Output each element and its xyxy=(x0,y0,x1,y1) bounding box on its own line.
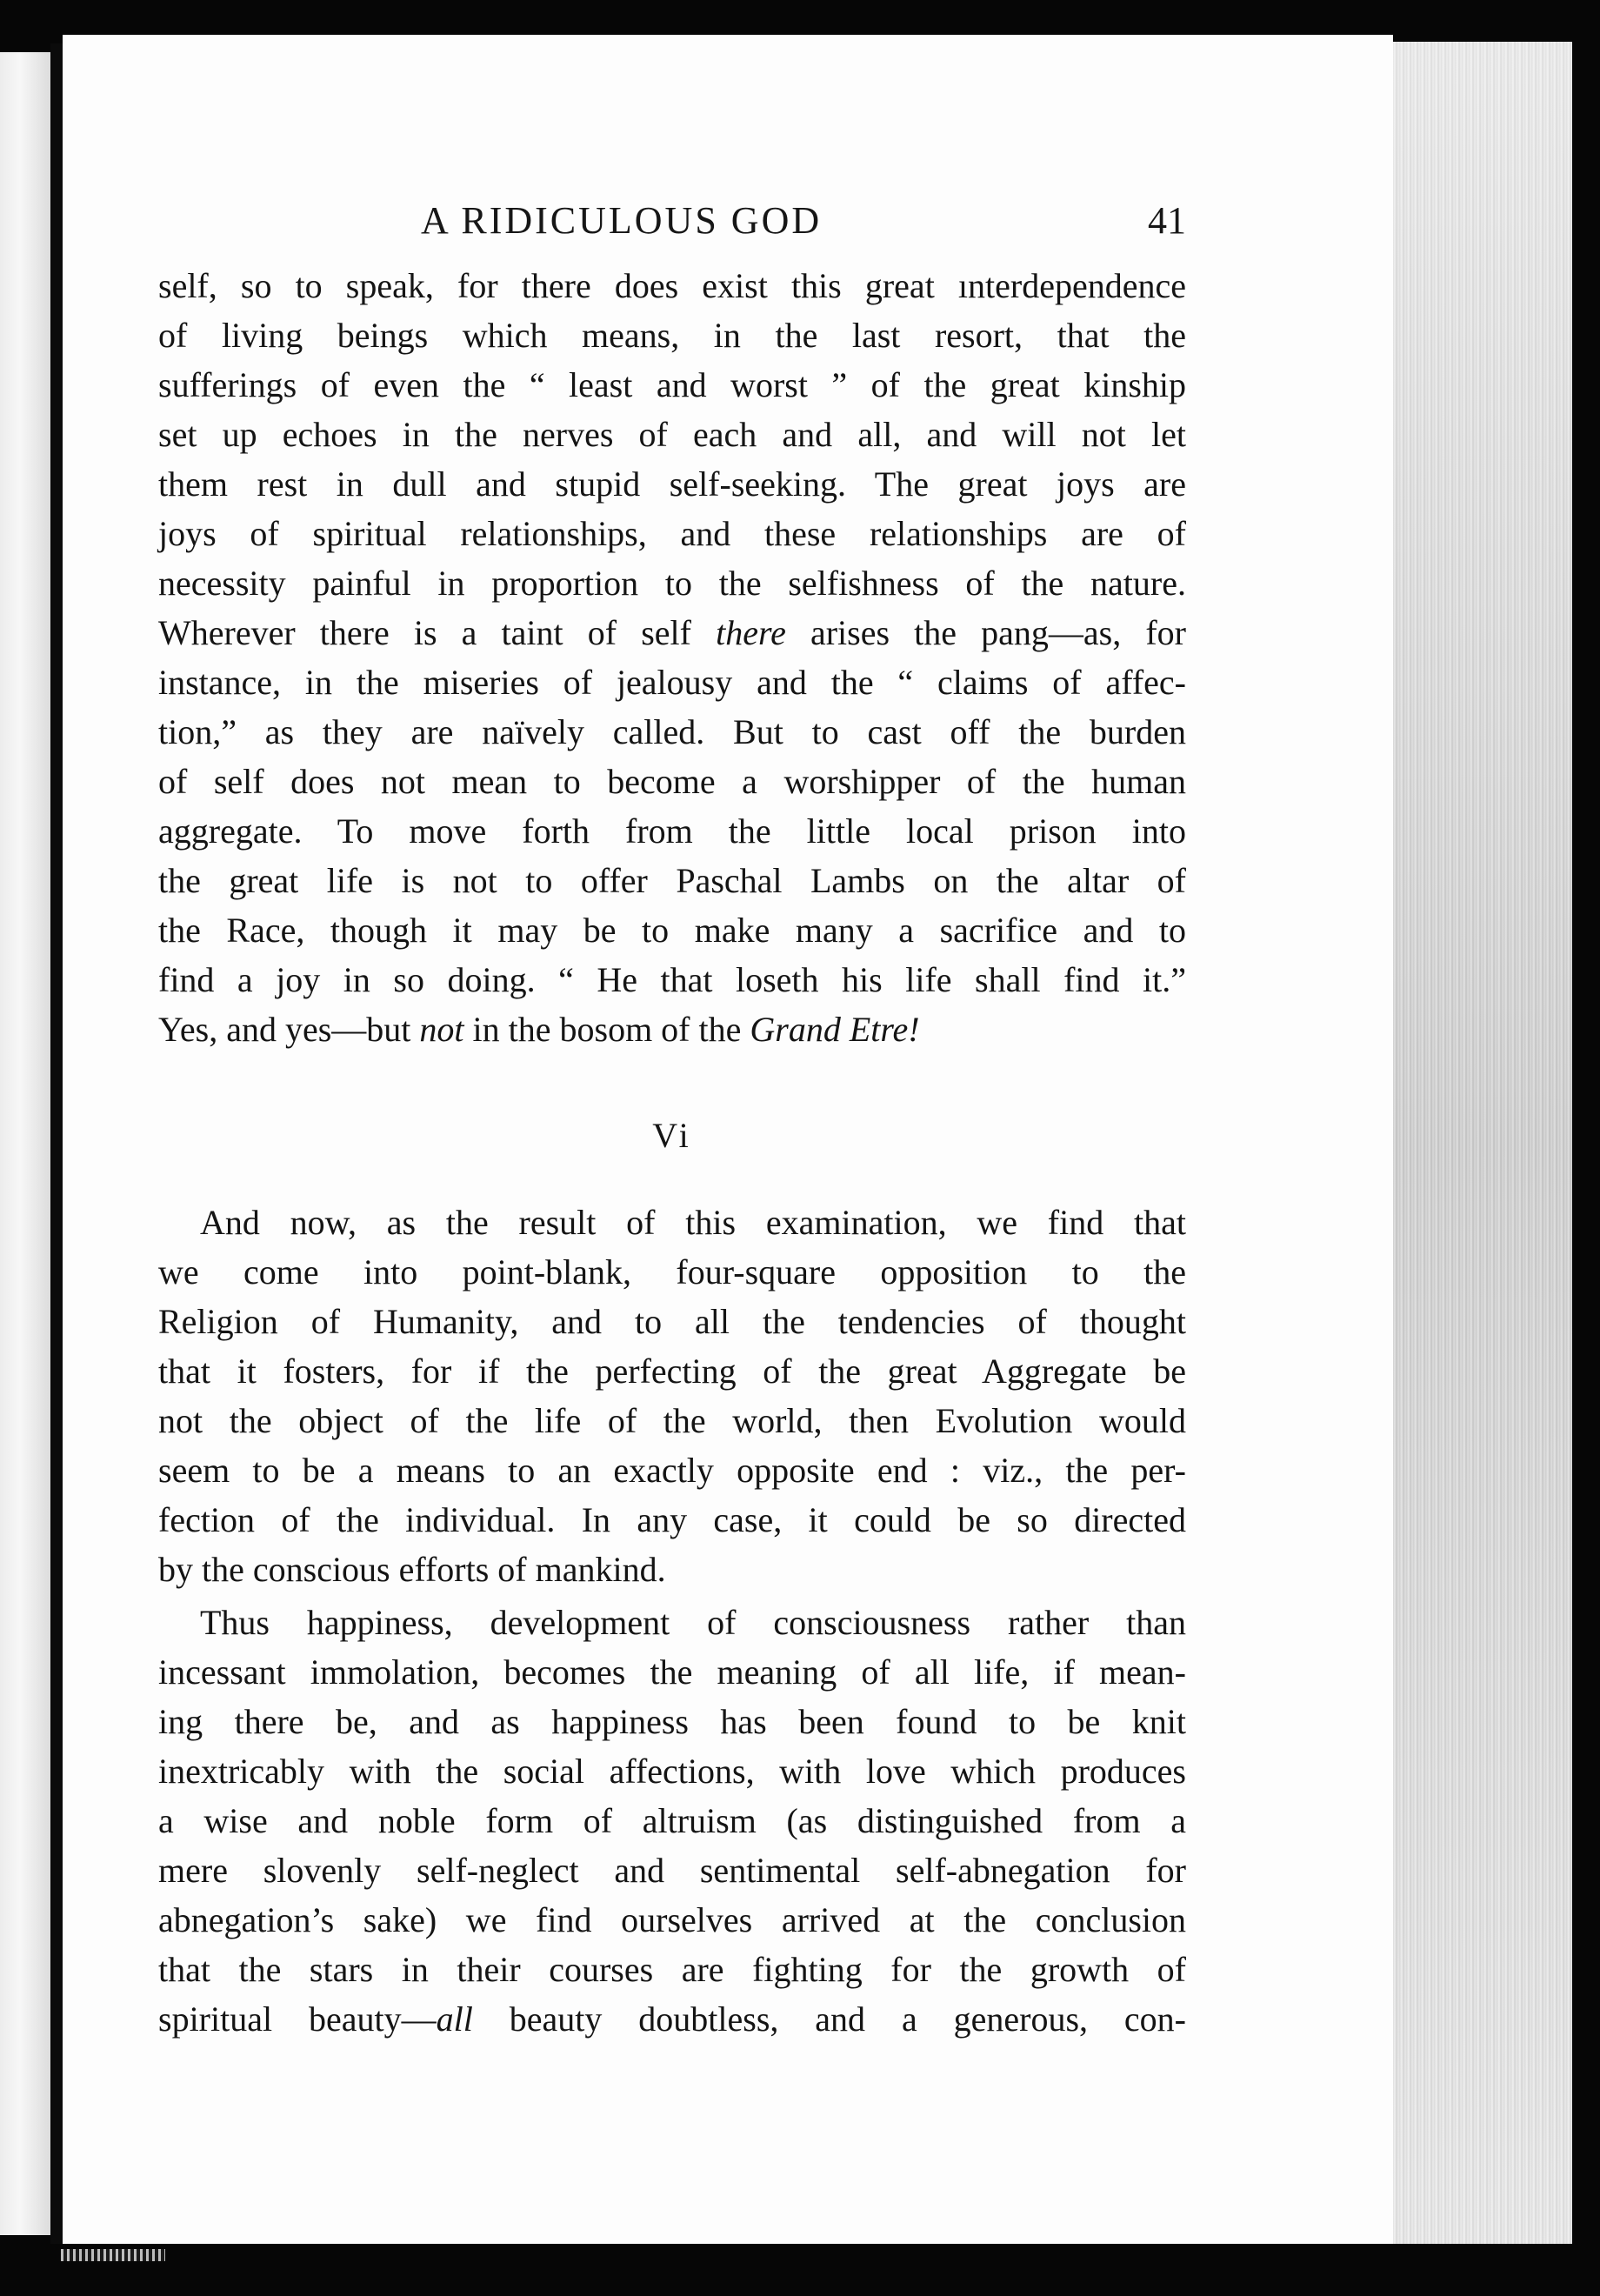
paragraph-2 xyxy=(158,1202,1186,1599)
paragraph-1 xyxy=(158,265,1186,1058)
text-line: And now, as the result of this examination, we find that xyxy=(200,1203,1186,1242)
body-text xyxy=(158,265,1186,2048)
text-line: tion,” as they are naïvely called. But to cast off the burden xyxy=(158,712,1186,751)
text-segment: arises the pang—as, for xyxy=(785,613,1187,652)
text-segment: spiritual beauty— xyxy=(158,1999,437,2039)
page-number: 41 xyxy=(1148,199,1186,242)
text-line: we come into point-blank, four-square opposition to the xyxy=(158,1252,1186,1292)
italic-word: not xyxy=(419,1010,464,1049)
text-segment: in the bosom of the xyxy=(463,1010,750,1049)
text-line-with-italic xyxy=(158,1009,1186,1058)
text-line: sufferings of even the “ least and worst ” of the great kinship xyxy=(158,365,1186,404)
spine-shadow xyxy=(50,43,63,2244)
section-numeral: Vi xyxy=(652,1116,692,1155)
text-line: of living beings which means, in the last resort, that the xyxy=(158,316,1186,355)
text-line: by the conscious efforts of mankind. xyxy=(158,1550,666,1589)
italic-word: all xyxy=(436,1999,473,2039)
text-line: find a joy in so doing. “ He that loseth his life shall find it.” xyxy=(158,960,1186,999)
text-line: incessant immolation, becomes the meaning of all life, if mean- xyxy=(158,1652,1186,1692)
text-line: Religion of Humanity, and to all the tendencies of thought xyxy=(158,1302,1186,1341)
scan-ticks xyxy=(61,2249,165,2261)
text-line: self, so to speak, for there does exist this great ınterdependence xyxy=(158,266,1186,305)
previous-page-edge xyxy=(0,52,50,2235)
text-line-with-italic xyxy=(158,612,1186,662)
page-header xyxy=(158,198,1186,250)
text-line: mere slovenly self-neglect and sentimental self-abnegation for xyxy=(158,1851,1186,1890)
text-line: them rest in dull and stupid self-seeking. The great joys are xyxy=(158,464,1186,504)
text-line: of self does not mean to become a worshipper of the human xyxy=(158,762,1186,801)
text-line: ing there be, and as happiness has been found to be knit xyxy=(158,1702,1186,1741)
paragraph-3 xyxy=(158,1602,1186,2048)
text-line-with-italic xyxy=(158,1999,1186,2048)
text-segment: beauty doubtless, and a generous, con- xyxy=(472,1999,1186,2039)
running-head: A RIDICULOUS GOD xyxy=(421,199,823,242)
text-line: Thus happiness, development of consciousness rather than xyxy=(200,1603,1186,1642)
text-line: the Race, though it may be to make many a sacrifice and to xyxy=(158,911,1186,950)
text-line: the great life is not to offer Paschal Lambs on the altar of xyxy=(158,861,1186,900)
scan-bottom-edge xyxy=(52,2244,1565,2296)
text-line: set up echoes in the nerves of each and all, and will not let xyxy=(158,415,1186,454)
text-segment: Wherever there is a taint of self xyxy=(158,613,717,652)
text-line: necessity painful in proportion to the selfishness of the nature. xyxy=(158,564,1186,603)
text-line: aggregate. To move forth from the little local prison into xyxy=(158,811,1186,851)
text-line: that it fosters, for if the perfecting of the great Aggregate be xyxy=(158,1352,1186,1391)
text-line: fection of the individual. In any case, it could be so directed xyxy=(158,1500,1186,1539)
page-stack-edge xyxy=(1393,42,1572,2244)
text-line: inextricably with the social affections, with love which produces xyxy=(158,1752,1186,1791)
text-line: instance, in the miseries of jealousy and the “ claims of affec- xyxy=(158,663,1186,702)
text-line: seem to be a means to an exactly opposite end : viz., the per- xyxy=(158,1451,1186,1490)
italic-word: there xyxy=(716,613,786,652)
text-line: that the stars in their courses are fighting for the growth of xyxy=(158,1950,1186,1989)
italic-phrase: Grand Etre! xyxy=(750,1010,920,1049)
text-line: abnegation’s sake) we find ourselves arrived at the conclusion xyxy=(158,1900,1186,1939)
text-line: joys of spiritual relationships, and these relationships are of xyxy=(158,514,1186,553)
text-segment: Yes, and yes—but xyxy=(158,1010,420,1049)
text-line: not the object of the life of the world, then Evolution would xyxy=(158,1401,1186,1440)
text-line: a wise and noble form of altruism (as distinguished from a xyxy=(158,1801,1186,1840)
